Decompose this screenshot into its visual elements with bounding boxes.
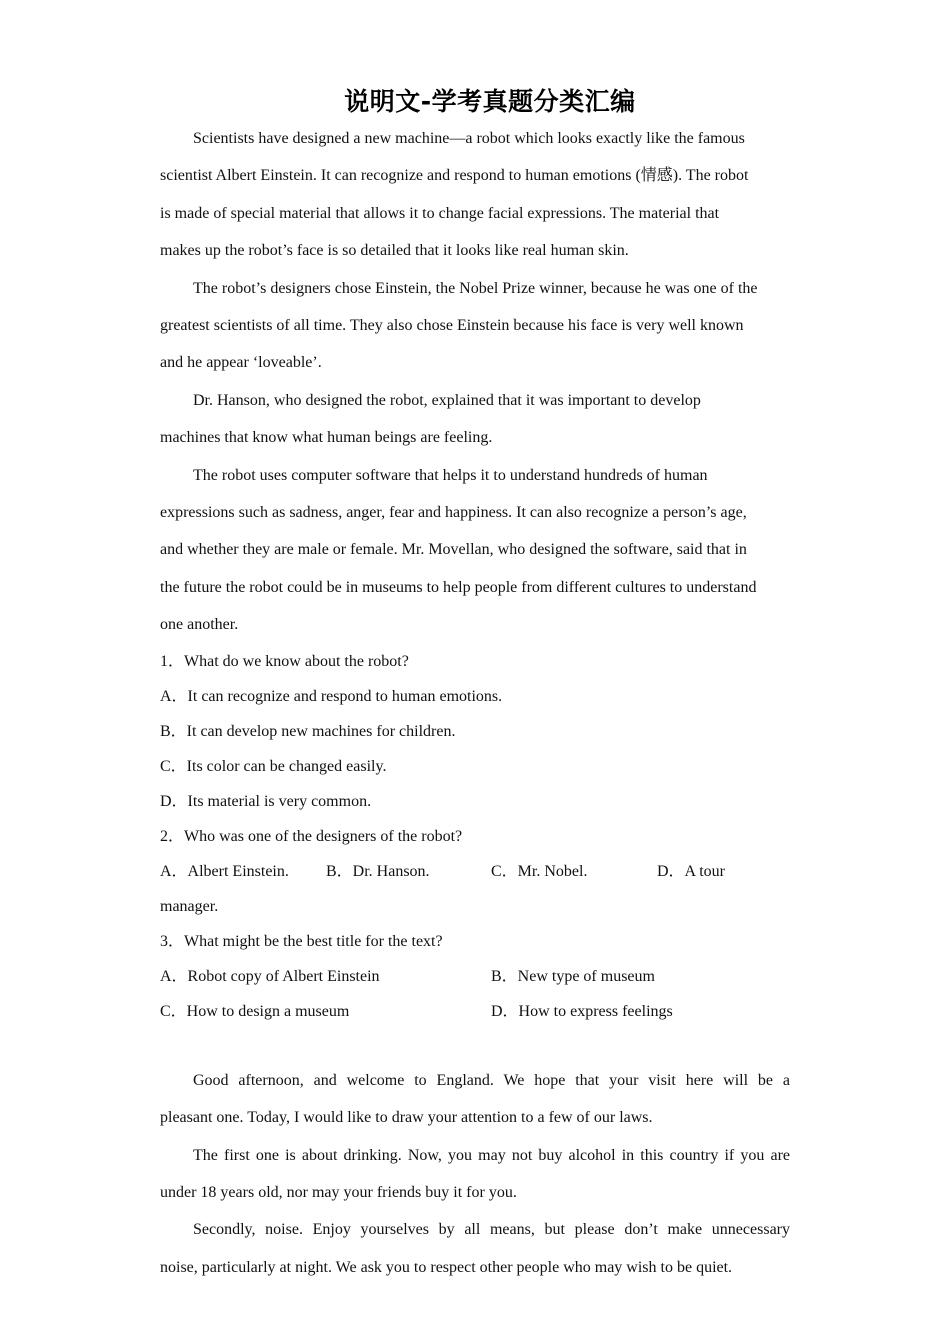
passage-2-paragraph-1 [160, 1062, 790, 1137]
text-line: The first one is about drinking. Now, you may not buy alcohol in this country if you are [193, 1146, 790, 1164]
text-line: the future the robot could be in museums to help people from different cultures to understand [160, 578, 757, 596]
text-line: makes up the robot’s face is so detailed that it looks like real human skin. [160, 242, 629, 260]
passage-2-paragraph-2 [160, 1137, 790, 1212]
option-d: D．Its material is very common. [160, 792, 372, 810]
text-line: noise, particularly at night. We ask you to respect other people who may wish to be quiet. [160, 1258, 733, 1276]
option-b: B．It can develop new machines for children. [160, 722, 456, 740]
text-line: Secondly, noise. Enjoy yourselves by all means, but please don’t make unnecessary [193, 1221, 790, 1239]
options-row [160, 994, 790, 1029]
text-line: The robot’s designers chose Einstein, the Nobel Prize winner, because he was one of the [193, 279, 758, 297]
option-a: A．Robot copy of Albert Einstein [160, 967, 380, 985]
document-body [160, 120, 790, 1286]
options-row [160, 854, 790, 889]
option-c: C．Its color can be changed easily. [160, 757, 387, 775]
option-c: C．How to design a museum [160, 1002, 350, 1020]
page-title: 说明文-学考真题分类汇编 [344, 87, 636, 116]
question-2 [160, 819, 790, 924]
text-line: Dr. Hanson, who designed the robot, explained that it was important to develop [193, 391, 701, 409]
passage-1-paragraph-1 [160, 120, 790, 270]
option-b: B．Dr. Hanson. [326, 862, 430, 880]
section-spacer [160, 1029, 790, 1062]
option-c: C．Mr. Nobel. [491, 862, 588, 880]
question-stem: 1．What do we know about the robot? [160, 652, 409, 670]
text-line: one another. [160, 616, 239, 634]
text-line: pleasant one. Today, I would like to draw your attention to a few of our laws. [160, 1109, 653, 1127]
text-line: Good afternoon, and welcome to England. We hope that your visit here will be a [193, 1071, 790, 1089]
text-line: under 18 years old, nor may your friends buy it for you. [160, 1183, 517, 1201]
question-1 [160, 644, 790, 819]
text-line: The robot uses computer software that helps it to understand hundreds of human [193, 466, 708, 484]
text-line: and he appear ‘loveable’. [160, 354, 322, 372]
option-a: A．Albert Einstein. [160, 862, 289, 880]
options-row [160, 959, 790, 994]
option-d-continuation: manager. [160, 897, 219, 915]
text-line: is made of special material that allows it to change facial expressions. The material that [160, 204, 720, 222]
text-line: Scientists have designed a new machine—a robot which looks exactly like the famous [193, 130, 745, 147]
option-d: D．How to express feelings [491, 1002, 673, 1020]
text-line: and whether they are male or female. Mr. Movellan, who designed the software, said that in [160, 541, 747, 559]
option-d: D．A tour [657, 862, 726, 880]
option-a: A．It can recognize and respond to human emotions. [160, 687, 503, 705]
passage-1-paragraph-4 [160, 457, 790, 644]
question-stem: 3．What might be the best title for the text? [160, 932, 443, 950]
question-3 [160, 924, 790, 1029]
text-line: greatest scientists of all time. They also chose Einstein because his face is very well known [160, 317, 744, 335]
passage-1-paragraph-3 [160, 382, 790, 457]
question-stem: 2．Who was one of the designers of the robot? [160, 827, 463, 845]
text-line: machines that know what human beings are feeling. [160, 429, 493, 447]
option-b: B．New type of museum [491, 967, 655, 985]
passage-2-paragraph-3 [160, 1211, 790, 1286]
passage-1-paragraph-2 [160, 270, 790, 382]
text-line: expressions such as sadness, anger, fear and happiness. It can also recognize a person’s age, [160, 504, 747, 522]
text-line: scientist Albert Einstein. It can recognize and respond to human emotions (情感). The robot [160, 167, 749, 185]
